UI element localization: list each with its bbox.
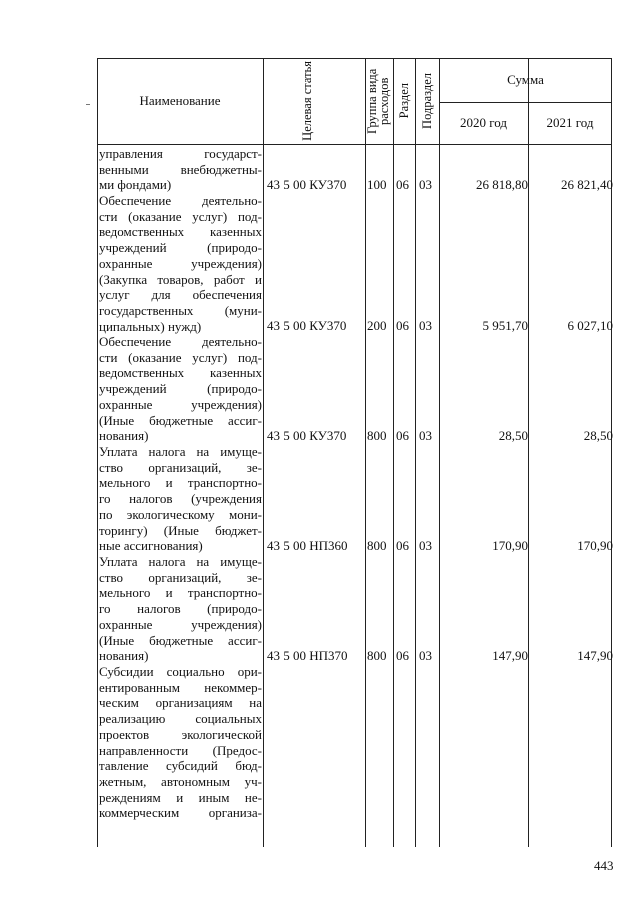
- header-name: Наименование: [139, 93, 221, 108]
- row-name-line: реждениям и иным не-: [99, 789, 262, 805]
- header-subsection: Подраздел: [420, 73, 434, 129]
- row-name-line: го налогов (природо-: [99, 601, 262, 617]
- cell-section: 06: [396, 648, 409, 663]
- row-name-line: мельного и транспортно-: [99, 475, 262, 491]
- row-name-line: нования): [99, 428, 149, 444]
- row-name-line: торингу) (Иные бюджет-: [99, 522, 262, 538]
- header-year-2020: 2020 год: [460, 115, 507, 130]
- row-name-line: ные ассигнования): [99, 538, 203, 554]
- cell-subsection: 03: [419, 648, 432, 663]
- row-name-line: управления государст-: [99, 146, 262, 161]
- row-name-line: государственных (муни-: [99, 302, 262, 318]
- cell-2021: 170,90: [577, 538, 613, 553]
- row-name: [99, 664, 262, 821]
- row-name-line: сти (оказание услуг) под-: [99, 349, 262, 365]
- column-divider: [393, 58, 394, 847]
- cell-target-article: 43 5 00 НП370: [267, 648, 348, 663]
- header-sum: Сумма: [507, 72, 544, 87]
- row-name-line: ство организаций, зе-: [99, 569, 262, 585]
- cell-2021: 26 821,40: [561, 177, 613, 192]
- row-name-line: ентированным некоммер-: [99, 679, 262, 695]
- cell-expense-group: 100: [367, 177, 387, 192]
- column-divider: [415, 58, 416, 847]
- row-name-line: го налогов (учреждения: [99, 491, 262, 507]
- row-name-line: ведомственных казенных: [99, 365, 262, 381]
- cell-section: 06: [396, 177, 409, 192]
- cell-subsection: 03: [419, 177, 432, 192]
- row-name-line: Уплата налога на имуще-: [99, 554, 262, 569]
- row-name-line: венными внебюджетны-: [99, 161, 262, 177]
- row-name-line: ми фондами): [99, 177, 172, 193]
- margin-mark: [86, 104, 90, 105]
- row-name: [99, 193, 262, 334]
- cell-expense-group: 800: [367, 538, 387, 553]
- cell-2021: 6 027,10: [567, 318, 613, 333]
- row-name-line: Уплата налога на имуще-: [99, 444, 262, 459]
- row-name-line: ческим организациям на: [99, 695, 262, 711]
- row-name-line: учреждений (природо-: [99, 240, 262, 256]
- row-name-line: жетным, автономным уч-: [99, 773, 262, 789]
- cell-target-article: 43 5 00 КУ370: [267, 318, 347, 333]
- row-name-line: учреждений (природо-: [99, 381, 262, 397]
- cell-target-article: 43 5 00 КУ370: [267, 177, 347, 192]
- cell-expense-group: 800: [367, 428, 387, 443]
- row-name-line: (Закупка товаров, работ и: [99, 271, 262, 287]
- budget-table: [97, 58, 612, 847]
- cell-target-article: 43 5 00 КУ370: [267, 428, 347, 443]
- row-name-line: охранные учреждения): [99, 616, 262, 632]
- table-border-left: [97, 58, 98, 847]
- row-name-line: ство организаций, зе-: [99, 459, 262, 475]
- header-year-2021: 2021 год: [546, 115, 594, 130]
- cell-subsection: 03: [419, 538, 432, 553]
- row-name-line: (Иные бюджетные ассиг-: [99, 632, 262, 648]
- row-name-line: по экологическому мони-: [99, 506, 262, 522]
- column-divider: [528, 58, 529, 847]
- cell-2020: 147,90: [492, 648, 528, 663]
- row-name-line: Обеспечение деятельно-: [99, 193, 262, 208]
- cell-section: 06: [396, 428, 409, 443]
- row-name-line: ведомственных казенных: [99, 224, 262, 240]
- cell-2021: 28,50: [583, 428, 613, 443]
- header-section: Раздел: [397, 83, 411, 119]
- cell-subsection: 03: [419, 428, 432, 443]
- cell-section: 06: [396, 538, 409, 553]
- cell-2020: 28,50: [498, 428, 528, 443]
- page-number: 443: [594, 858, 614, 873]
- column-divider: [365, 58, 366, 847]
- row-name-line: нования): [99, 648, 149, 664]
- cell-section: 06: [396, 318, 409, 333]
- row-name-line: сти (оказание услуг) под-: [99, 208, 262, 224]
- row-name-line: охранные учреждения): [99, 396, 262, 412]
- cell-2020: 5 951,70: [482, 318, 528, 333]
- cell-expense-group: 200: [367, 318, 387, 333]
- row-name-line: Субсидии социально ори-: [99, 664, 262, 679]
- row-name: [99, 444, 262, 554]
- row-name: [99, 146, 262, 193]
- row-name-line: коммерческим организа-: [99, 805, 262, 821]
- row-name-line: (Иные бюджетные ассиг-: [99, 412, 262, 428]
- cell-2021: 147,90: [577, 648, 613, 663]
- header-expense-group: Группа вида расходов: [365, 68, 391, 134]
- cell-expense-group: 800: [367, 648, 387, 663]
- row-name-line: направленности (Предос-: [99, 742, 262, 758]
- cell-target-article: 43 5 00 НП360: [267, 538, 348, 553]
- row-name-line: Обеспечение деятельно-: [99, 334, 262, 349]
- cell-subsection: 03: [419, 318, 432, 333]
- cell-2020: 26 818,80: [476, 177, 528, 192]
- header-bottom-border: [97, 144, 612, 145]
- row-name: [99, 554, 262, 664]
- row-name-line: тавление субсидий бюд-: [99, 758, 262, 774]
- row-name-line: охранные учреждения): [99, 255, 262, 271]
- cell-2020: 170,90: [492, 538, 528, 553]
- row-name-line: услуг для обеспечения: [99, 287, 262, 303]
- header-target-article: Целевая статья: [300, 61, 314, 141]
- column-divider: [263, 58, 264, 847]
- row-name-line: ципальных) нужд): [99, 318, 202, 334]
- row-name-line: мельного и транспортно-: [99, 585, 262, 601]
- row-name: [99, 334, 262, 444]
- row-name-line: проектов экологической: [99, 726, 262, 742]
- column-divider: [439, 58, 440, 847]
- row-name-line: реализацию социальных: [99, 711, 262, 727]
